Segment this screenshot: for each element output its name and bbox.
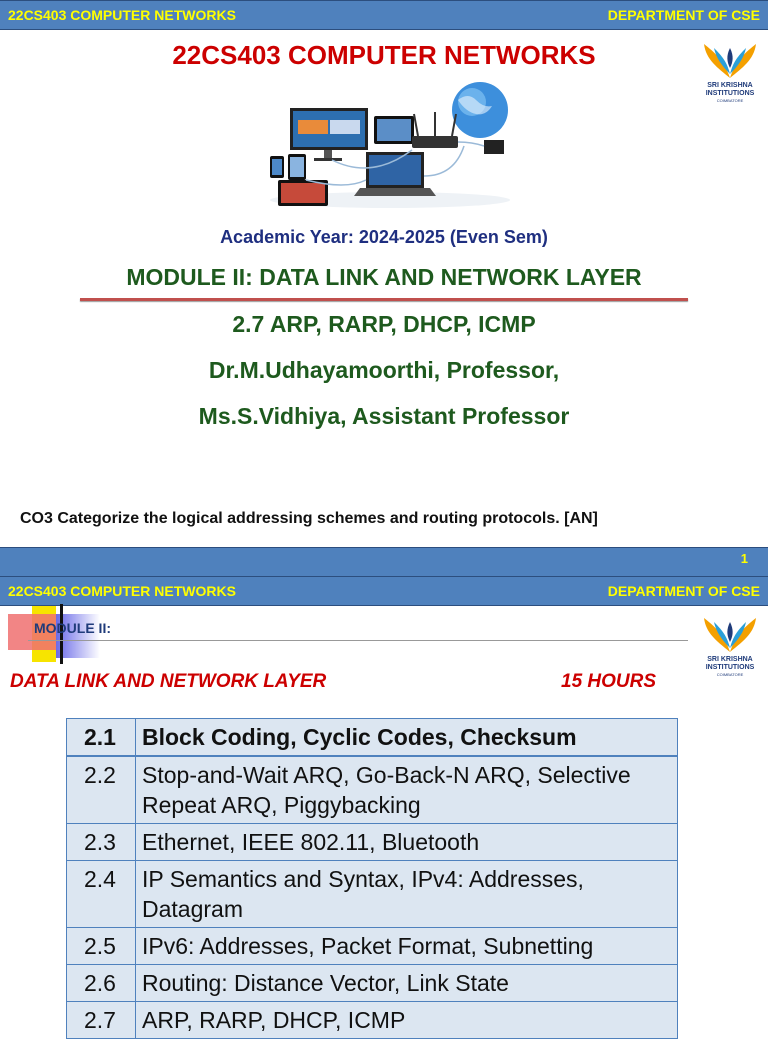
topic-number: 2.7 (67, 1002, 136, 1039)
logo-name: SRI KRISHNA (707, 656, 753, 663)
decor-horizontal-line (28, 640, 688, 641)
logo-sub: INSTITUTIONS (705, 90, 755, 97)
author-primary: Dr.M.Udhayamoorthi, Professor, (208, 357, 560, 383)
logo-name: SRI KRISHNA (707, 82, 753, 89)
logo-city: COIMBATORE (716, 98, 744, 103)
topic-number: 2.1 (67, 719, 136, 757)
department-header: DEPARTMENT OF CSE (607, 7, 760, 23)
course-outcome: CO3 Categorize the logical addressing schemes and routing protocols. [AN] (20, 510, 598, 527)
topic-number: 2.4 (67, 861, 136, 928)
slide-title: 22CS403 COMPUTER NETWORKS (172, 40, 596, 70)
topic-description: Stop-and-Wait ARQ, Go-Back-N ARQ, Selective Repeat ARQ, Piggybacking (136, 756, 678, 824)
topic-description: ARP, RARP, DHCP, ICMP (136, 1002, 678, 1039)
slide2-header-bar (0, 576, 768, 606)
logo-city: COIMBATORE (716, 672, 744, 677)
topic-description: Block Coding, Cyclic Codes, Checksum (136, 719, 678, 757)
logo-emblem-icon (696, 612, 764, 656)
table-row (67, 719, 678, 757)
topic-description: IP Semantics and Syntax, IPv4: Addresses, Datagram (136, 861, 678, 928)
table-row (67, 928, 678, 965)
topic-number: 2.3 (67, 824, 136, 861)
slide1-footer-bar (0, 547, 768, 577)
module-title: MODULE II: DATA LINK AND NETWORK LAYER (126, 264, 642, 290)
table-row (67, 756, 678, 824)
academic-year: Academic Year: 2024-2025 (Even Sem) (220, 227, 548, 247)
course-code-header: 22CS403 COMPUTER NETWORKS (8, 7, 236, 23)
printer-icon (484, 140, 504, 154)
table-row (67, 1002, 678, 1039)
router-icon (412, 136, 458, 148)
network-devices-illustration (262, 80, 518, 212)
logo-emblem-icon (696, 38, 764, 82)
topic-description: Routing: Distance Vector, Link State (136, 965, 678, 1002)
topic-number: 2.6 (67, 965, 136, 1002)
table-row (67, 965, 678, 1002)
module-hours: 15 HOURS (561, 671, 657, 692)
topic-number: 2.2 (67, 756, 136, 824)
author-secondary: Ms.S.Vidhiya, Assistant Professor (198, 403, 570, 429)
topic-description: IPv6: Addresses, Packet Format, Subnetting (136, 928, 678, 965)
page-number: 1 (740, 551, 748, 566)
topic-title: 2.7 ARP, RARP, DHCP, ICMP (232, 311, 536, 337)
title-divider (80, 298, 688, 301)
logo-sub: INSTITUTIONS (705, 664, 755, 671)
module-label: MODULE II: (34, 620, 111, 636)
topic-number: 2.5 (67, 928, 136, 965)
topics-table (66, 718, 678, 1039)
topic-description: Ethernet, IEEE 802.11, Bluetooth (136, 824, 678, 861)
module-subtitle: DATA LINK AND NETWORK LAYER (10, 671, 327, 692)
table-row (67, 861, 678, 928)
department-header: DEPARTMENT OF CSE (607, 583, 760, 599)
slide1-header-bar (0, 0, 768, 30)
institution-logo (696, 38, 764, 103)
course-code-header: 22CS403 COMPUTER NETWORKS (8, 583, 236, 599)
institution-logo (696, 612, 764, 677)
table-row (67, 824, 678, 861)
